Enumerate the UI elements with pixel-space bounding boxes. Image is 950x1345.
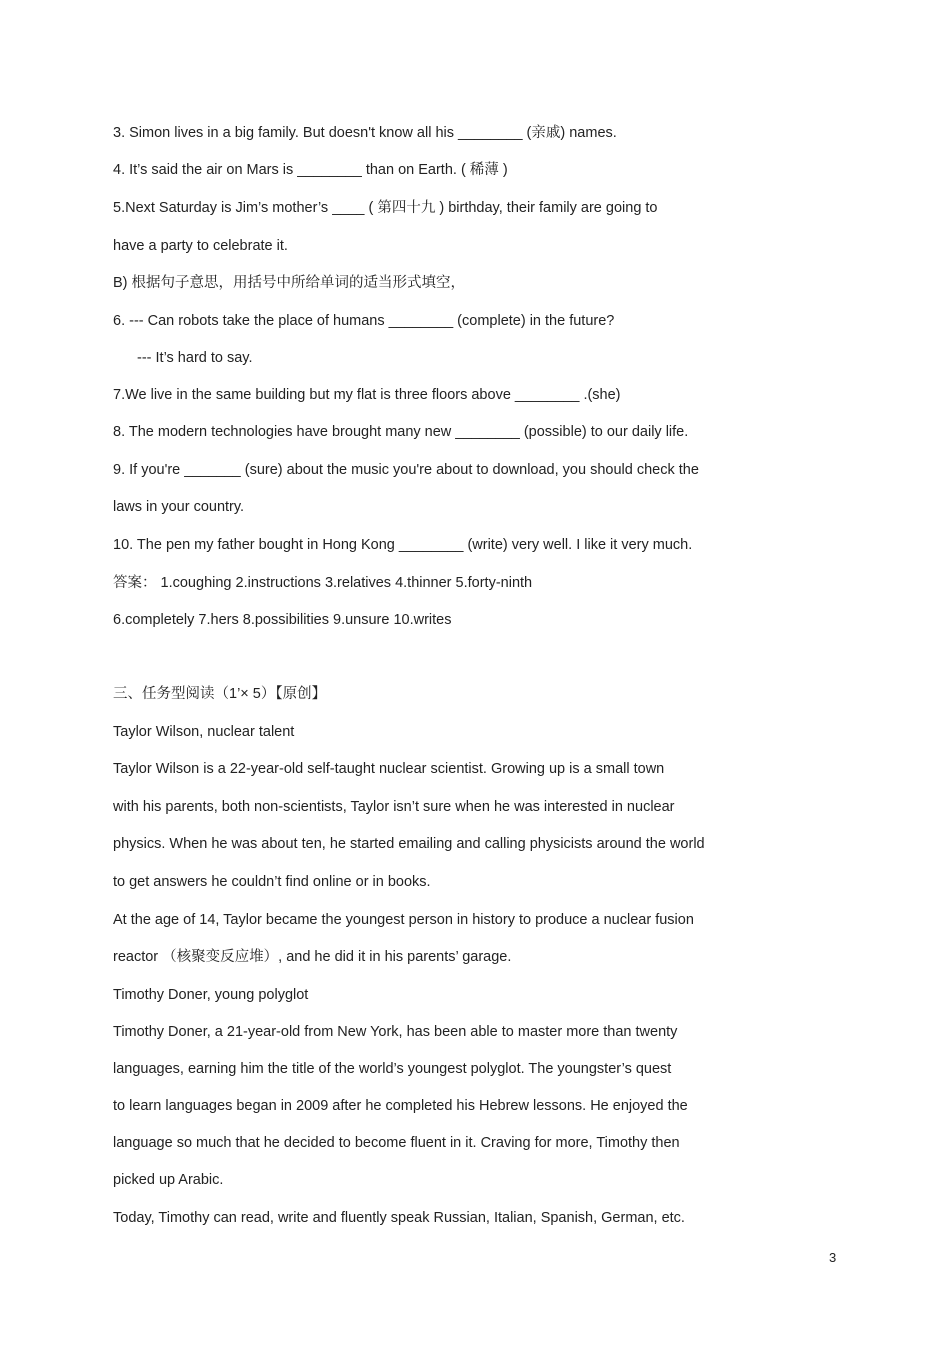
text-line: --- It’s hard to say.	[137, 350, 253, 366]
text-line: 7.We live in the same building but my flat is three floors above ________ .(she)	[113, 387, 621, 403]
paragraph-line: Taylor Wilson is a 22-year-old self-taught nuclear scientist. Growing up is a small town	[113, 761, 665, 777]
answers: 6.completely 7.hers 8.possibilities 9.unsure 10.writes	[113, 612, 452, 628]
paragraph-line: languages, earning him the title of the world’s youngest polyglot. The youngster’s quest	[113, 1061, 672, 1077]
paragraph-line: At the age of 14, Taylor became the youngest person in history to produce a nuclear fusion	[113, 912, 694, 928]
section-heading: B) 根据句子意思，用括号中所给单词的适当形式填空，	[113, 275, 466, 291]
text-line: 3. Simon lives in a big family. But doesn't know all his ________ (亲戚) names.	[113, 125, 617, 141]
text-line: 6. --- Can robots take the place of humans ________ (complete) in the future?	[113, 313, 615, 329]
answers: 答案： 1.coughing 2.instructions 3.relatives 4.thinner 5.forty-ninth	[113, 575, 533, 591]
text-line: 10. The pen my father bought in Hong Kong ________ (write) very well. I like it very much.	[113, 537, 693, 553]
text-line: 4. It’s said the air on Mars is ________ than on Earth. ( 稀薄 )	[113, 162, 508, 178]
paragraph-line: language so much that he decided to become fluent in it. Craving for more, Timothy then	[113, 1135, 680, 1151]
article-title: Taylor Wilson, nuclear talent	[113, 724, 295, 740]
paragraph-line: with his parents, both non-scientists, Taylor isn’t sure when he was interested in nuclear	[113, 799, 675, 815]
text-line: 9. If you're _______ (sure) about the music you're about to download, you should check the	[113, 462, 699, 478]
paragraph-line: Timothy Doner, a 21-year-old from New York, has been able to master more than twenty	[113, 1024, 678, 1040]
paragraph-line: picked up Arabic.	[113, 1172, 224, 1188]
page-number: 3	[829, 1250, 837, 1265]
section-heading: 三、任务型阅读（1’× 5）【原创】	[113, 686, 327, 702]
text-line: 8. The modern technologies have brought many new ________ (possible) to our daily life.	[113, 424, 689, 440]
text-line: laws in your country.	[113, 499, 245, 515]
paragraph-line: to learn languages began in 2009 after he completed his Hebrew lessons. He enjoyed the	[113, 1098, 688, 1114]
paragraph-line: reactor （核聚变反应堆）, and he did it in his parents’ garage.	[113, 949, 512, 965]
paragraph-line: to get answers he couldn’t find online or in books.	[113, 874, 431, 890]
text-line: have a party to celebrate it.	[113, 238, 288, 254]
paragraph-line: physics. When he was about ten, he started emailing and calling physicists around the world	[113, 836, 705, 852]
article-title: Timothy Doner, young polyglot	[113, 987, 309, 1003]
paragraph-line: Today, Timothy can read, write and fluently speak Russian, Italian, Spanish, German, etc.	[113, 1210, 685, 1226]
text-line: 5.Next Saturday is Jim’s mother’s ____ ( 第四十九 ) birthday, their family are going to	[113, 200, 658, 216]
